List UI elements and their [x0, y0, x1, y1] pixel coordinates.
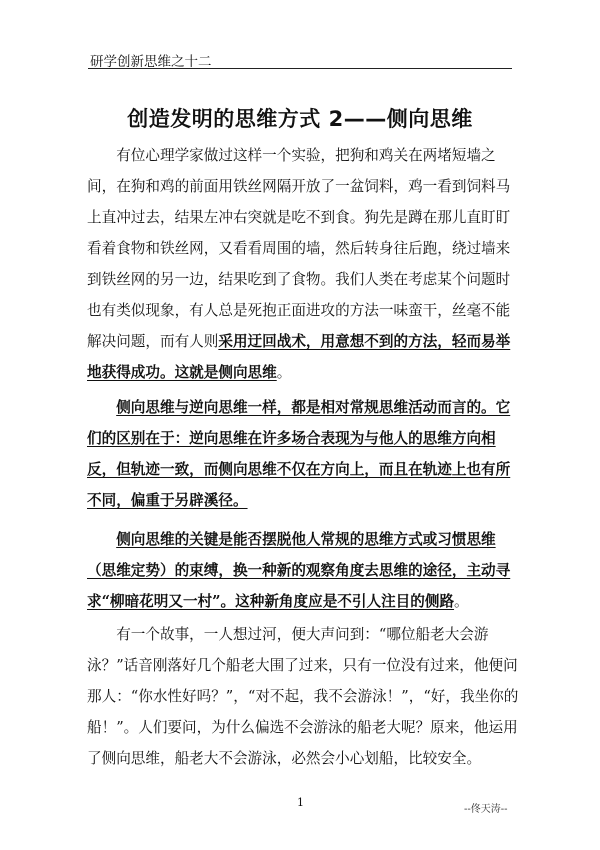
paragraph-3-end: 。	[454, 593, 469, 610]
paragraph-2-emphasis: 侧向思维与逆向思维一样，都是相对常规思维活动而言的。它们的区别在于：逆向思维在许多场合表现为与他人的思维方向相反，但轨迹一致，而侧向思维不仅在方向上，而且在轨迹上也有所不同，偏重于另辟溪径。	[87, 399, 511, 509]
paragraph-story	[87, 619, 519, 774]
paragraph-3-emphasis: 侧向思维的关键是能否摆脱他人常规的思维方式或习惯思维（思维定势）的束缚，换一种新的观察角度去思维的途径，主动寻求“柳暗花明又一村”。这种新角度应是不引人注目的侧路	[87, 531, 511, 610]
header-divider	[88, 68, 512, 69]
page-number: 1	[297, 796, 304, 809]
paragraph-1-text: 有位心理学家做过这样一个实验，把狗和鸡关在两堵短墙之间，在狗和鸡的前面用铁丝网隔开放了一盆饲料，鸡一看到饲料马上直冲过去，结果左冲右突就是吃不到食。狗先是蹲在那儿直盯盯看着食物和铁丝网，又看看周围的墙，然后转身往后跑，绕过墙来到铁丝网的另一边，结果吃到了食物。我们人类在考虑某个问题时也有类似现象，有人总是死抱正面进攻的方法一味蛮干，丝毫不能解决问题，而有人则	[87, 147, 511, 350]
paragraph-experiment	[87, 140, 519, 388]
document-body	[87, 140, 519, 774]
paragraph-1-end: 。	[276, 364, 292, 381]
running-header: 研学创新思维之十二	[90, 54, 212, 70]
paragraph-4-text: 有一个故事，一人想过河，便大声问到：“哪位船老大会游泳？”话音刚落好几个船老大围了过来，只有一位没有过来，他便问那人：“你水性好吗？”，“对不起，我不会游泳！”，“好，我坐你的船！”。人们要问，为什么偏选不会游泳的船老大呢？原来，他运用了侧向思维，船老大不会游泳，必然会小心划船，比较安全。	[87, 626, 519, 767]
paragraph-key-point	[87, 524, 519, 617]
paragraph-1-emphasis: 采用迂回战术，用意想不到的方法，轻而易举地获得成功。这就是侧向思维	[87, 333, 511, 381]
document-title: 创造发明的思维方式 2——侧向思维	[127, 107, 473, 131]
paragraph-comparison	[87, 392, 519, 516]
footer-author: --佟天涛--	[464, 804, 508, 815]
